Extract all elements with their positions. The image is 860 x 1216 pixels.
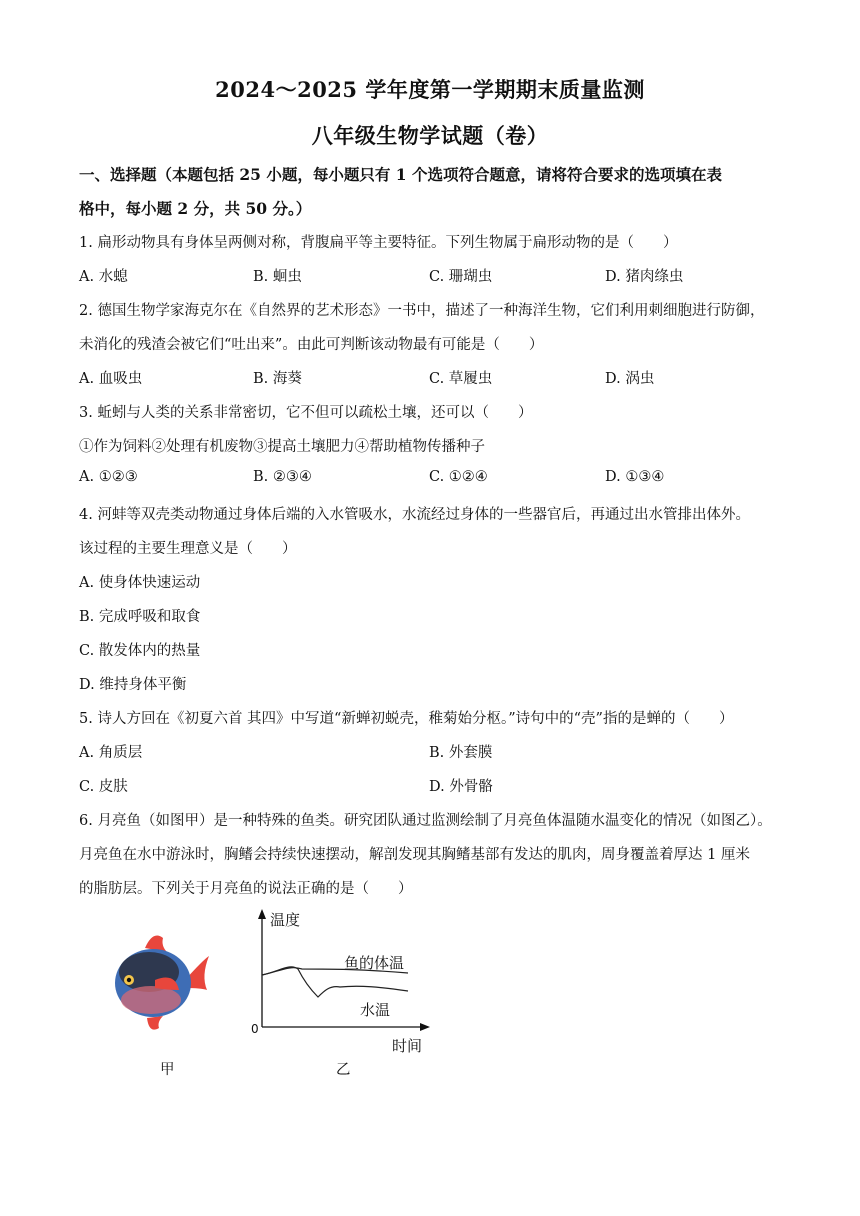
question-4-stem-line1: 4. 河蚌等双壳类动物通过身体后端的入水管吸水，水流经过身体的一些器官后，再通过出水管排出体外。 (79, 507, 750, 523)
moonfish-illustration (105, 930, 220, 1040)
question-6-stem-line2: 月亮鱼在水中游泳时，胸鳍会持续快速摆动，解剖发现其胸鳍基部有发达的肌肉，周身覆盖着厚达 1 厘米 (79, 847, 750, 863)
origin-label: 0 (251, 1022, 259, 1036)
question-4-stem-line2: 该过程的主要生理意义是（ ） (79, 541, 297, 557)
question-3-option-a: A. ①②③ (79, 469, 138, 485)
question-3-option-c: C. ①②④ (429, 469, 488, 485)
ventral-fin (147, 1016, 163, 1030)
question-2-stem-line2: 未消化的残渣会被它们“吐出来”。由此可判断该动物最有可能是（ ） (79, 337, 544, 353)
question-5-option-b: B. 外套膜 (429, 745, 493, 761)
question-4-option-b: B. 完成呼吸和取食 (79, 609, 201, 625)
exam-title: 2024～2025 学年度第一学期期末质量监测 (215, 77, 645, 102)
exam-subtitle: 八年级生物学试题（卷） (311, 123, 549, 148)
figure-label-jia: 甲 (160, 1062, 175, 1078)
question-1-option-c: C. 珊瑚虫 (429, 269, 493, 285)
section-heading-line1: 一、选择题（本题包括 25 小题，每小题只有 1 个选项符合题意，请将符合要求的选项填在表 (79, 165, 722, 184)
question-2-stem-line1: 2. 德国生物学家海克尔在《自然界的艺术形态》一书中，描述了一种海洋生物，它们利用刺细胞进行防御， (79, 303, 765, 319)
temperature-chart (240, 905, 440, 1055)
section-heading-line2: 格中，每小题 2 分，共 50 分。） (79, 199, 312, 218)
question-2-option-d: D. 涡虫 (605, 371, 655, 387)
water-temperature-label: 水温 (360, 1001, 391, 1019)
question-3-stem-line2: ①作为饲料②处理有机废物③提高土壤肥力④帮助植物传播种子 (79, 439, 485, 455)
question-3-option-d: D. ①③④ (605, 469, 665, 485)
question-5-stem: 5. 诗人方回在《初夏六首 其四》中写道“新蝉初蜕壳，稚菊始分枢。”诗句中的“壳”指的是蝉的（ ） (79, 711, 734, 727)
x-axis-label: 时间 (392, 1037, 423, 1055)
question-3-stem-line1: 3. 蚯蚓与人类的关系非常密切，它不但可以疏松土壤，还可以（ ） (79, 405, 533, 421)
fish-body-temperature-label: 鱼的体温 (344, 954, 405, 972)
y-axis-arrow (258, 909, 266, 919)
question-2-option-b: B. 海葵 (253, 371, 302, 387)
y-axis-label: 温度 (270, 911, 301, 929)
question-2-option-a: A. 血吸虫 (79, 371, 143, 387)
question-6-stem-line1: 6. 月亮鱼（如图甲）是一种特殊的鱼类。研究团队通过监测绘制了月亮鱼体温随水温变化的情况（如图乙）。 (79, 813, 772, 829)
question-3-option-b: B. ②③④ (253, 469, 312, 485)
question-6-stem-line3: 的脂肪层。下列关于月亮鱼的说法正确的是（ ） (79, 881, 413, 897)
question-1-option-b: B. 蛔虫 (253, 269, 302, 285)
question-1-option-a: A. 水螅 (79, 269, 128, 285)
figure-label-yi: 乙 (336, 1062, 351, 1078)
question-4-option-a: A. 使身体快速运动 (79, 575, 201, 591)
question-1-option-d: D. 猪肉绦虫 (605, 269, 684, 285)
question-5-option-d: D. 外骨骼 (429, 779, 493, 795)
question-5-option-a: A. 角质层 (79, 745, 143, 761)
question-4-option-c: C. 散发体内的热量 (79, 643, 201, 659)
question-2-option-c: C. 草履虫 (429, 371, 493, 387)
question-4-option-d: D. 维持身体平衡 (79, 677, 187, 693)
question-5-option-c: C. 皮肤 (79, 779, 128, 795)
x-axis-arrow (420, 1023, 430, 1031)
question-1-stem: 1. 扁形动物具有身体呈两侧对称，背腹扁平等主要特征。下列生物属于扁形动物的是（ ） (79, 235, 678, 251)
